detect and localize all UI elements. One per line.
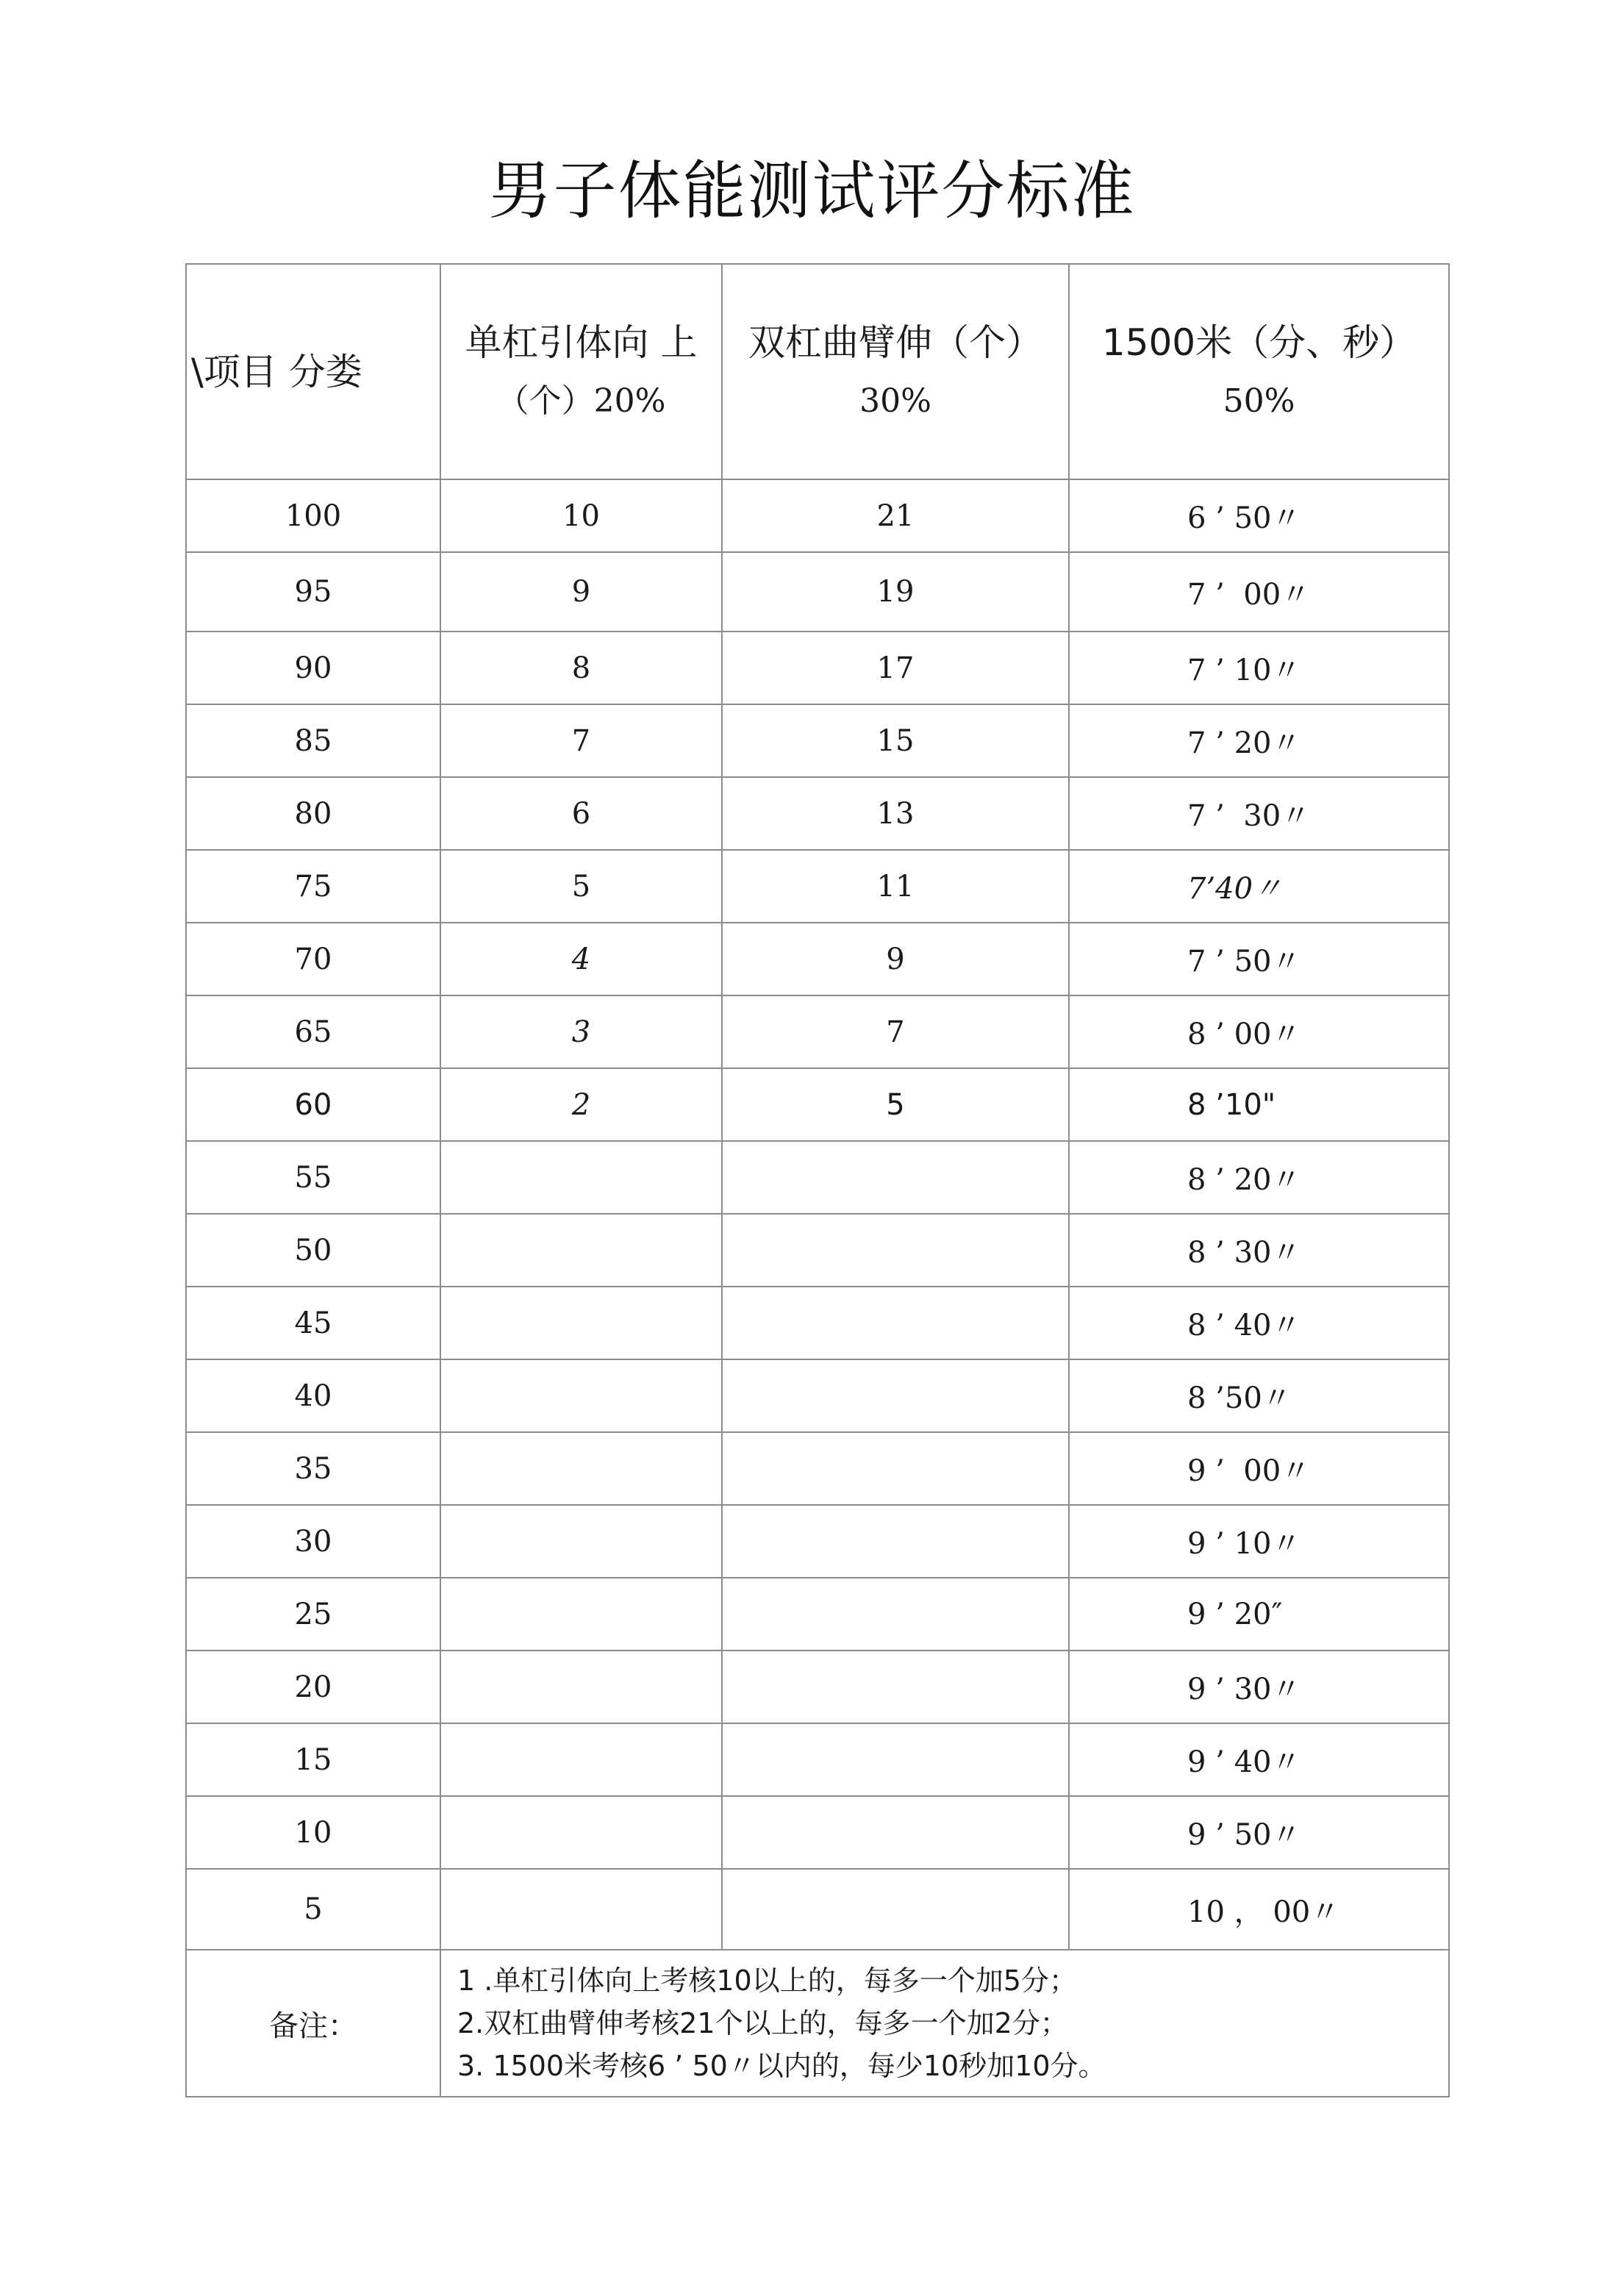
- pullups-cell: 3: [440, 995, 722, 1068]
- table-row: [186, 995, 1449, 1068]
- table-row: [186, 1287, 1449, 1359]
- score-cell: 25: [186, 1578, 440, 1651]
- run-time-cell: 7 ’ 20〃: [1069, 704, 1449, 777]
- run-time-cell: 7 ’ 10〃: [1069, 632, 1449, 704]
- note-line-3: 3. 1500米考核6 ’ 50〃以内的，每少10秒加10分。: [457, 2050, 1106, 2082]
- pullups-cell: [440, 1287, 722, 1359]
- dips-cell: 15: [722, 704, 1069, 777]
- dips-cell: 13: [722, 777, 1069, 850]
- note-line-2: 2.双杠曲臂伸考核21个以上的，每多一个加2分；: [457, 2007, 1068, 2039]
- score-cell: 55: [186, 1141, 440, 1214]
- score-cell: 85: [186, 704, 440, 777]
- header-1500m-line1: 1500米（分、秒）: [1101, 321, 1417, 364]
- run-time-cell: 9 ’ 00〃: [1069, 1432, 1449, 1505]
- table-row: [186, 1214, 1449, 1287]
- notes-body: [440, 1950, 1449, 2097]
- notes-label: 备注：: [186, 1950, 440, 2097]
- score-cell: 15: [186, 1723, 440, 1796]
- dips-cell: [722, 1287, 1069, 1359]
- table-row: [186, 479, 1449, 552]
- table-row: [186, 777, 1449, 850]
- dips-cell: 21: [722, 479, 1069, 552]
- dips-cell: [722, 1869, 1069, 1950]
- page-title: 男子体能测试评分标准: [488, 154, 1136, 228]
- dips-cell: [722, 1723, 1069, 1796]
- pullups-cell: 4: [440, 923, 722, 995]
- header-pullups-line2: （个）20%: [496, 382, 666, 420]
- pullups-cell: 7: [440, 704, 722, 777]
- dips-cell: 19: [722, 552, 1069, 632]
- note-line-1: 1 .单杠引体向上考核10以上的，每多一个加5分；: [457, 1964, 1077, 1997]
- score-cell: 75: [186, 850, 440, 923]
- dips-cell: [722, 1578, 1069, 1651]
- scoring-table: [185, 263, 1450, 2097]
- score-cell: 60: [186, 1068, 440, 1141]
- run-time-cell: 9 ’ 30〃: [1069, 1651, 1449, 1723]
- run-time-cell: 7 ’ 50〃: [1069, 923, 1449, 995]
- table-row: [186, 1796, 1449, 1869]
- header-row: [186, 264, 1449, 479]
- run-time-cell: 10 ， 00〃: [1069, 1869, 1449, 1950]
- header-pullups: [440, 264, 722, 479]
- pullups-cell: [440, 1651, 722, 1723]
- score-cell: 95: [186, 552, 440, 632]
- dips-cell: [722, 1141, 1069, 1214]
- score-cell: 90: [186, 632, 440, 704]
- score-cell: 65: [186, 995, 440, 1068]
- score-cell: 10: [186, 1796, 440, 1869]
- pullups-cell: 10: [440, 479, 722, 552]
- header-dips: [722, 264, 1069, 479]
- header-score-item: [186, 264, 440, 479]
- pullups-cell: [440, 1432, 722, 1505]
- header-dips-line2: 30%: [859, 382, 931, 420]
- table-row: [186, 1432, 1449, 1505]
- dips-cell: 5: [722, 1068, 1069, 1141]
- table-row: [186, 1651, 1449, 1723]
- run-time-cell: 6 ’ 50〃: [1069, 479, 1449, 552]
- table-row: [186, 1068, 1449, 1141]
- notes-row: [186, 1950, 1449, 2097]
- table-row: [186, 1723, 1449, 1796]
- header-1500m: [1069, 264, 1449, 479]
- score-cell: 45: [186, 1287, 440, 1359]
- score-cell: 40: [186, 1359, 440, 1432]
- pullups-cell: [440, 1505, 722, 1578]
- dips-cell: [722, 1505, 1069, 1578]
- table-row: [186, 1359, 1449, 1432]
- header-1500m-line2: 50%: [1223, 382, 1295, 420]
- run-time-cell: 7’40〃: [1069, 850, 1449, 923]
- run-time-cell: 8 ’ 20〃: [1069, 1141, 1449, 1214]
- pullups-cell: [440, 1796, 722, 1869]
- score-cell: 5: [186, 1869, 440, 1950]
- pullups-cell: 6: [440, 777, 722, 850]
- run-time-cell: 8 ’10": [1069, 1068, 1449, 1141]
- run-time-cell: 8 ’ 30〃: [1069, 1214, 1449, 1287]
- pullups-cell: [440, 1214, 722, 1287]
- table-row: [186, 704, 1449, 777]
- score-cell: 35: [186, 1432, 440, 1505]
- table-row: [186, 1141, 1449, 1214]
- run-time-cell: 7 ’ 30〃: [1069, 777, 1449, 850]
- run-time-cell: 8 ’ 40〃: [1069, 1287, 1449, 1359]
- pullups-cell: [440, 1723, 722, 1796]
- run-time-cell: 9 ’ 20″: [1069, 1578, 1449, 1651]
- dips-cell: [722, 1359, 1069, 1432]
- pullups-cell: 5: [440, 850, 722, 923]
- table-row: [186, 552, 1449, 632]
- pullups-cell: 9: [440, 552, 722, 632]
- pullups-cell: [440, 1578, 722, 1651]
- score-cell: 70: [186, 923, 440, 995]
- score-cell: 30: [186, 1505, 440, 1578]
- score-cell: 80: [186, 777, 440, 850]
- pullups-cell: [440, 1141, 722, 1214]
- score-cell: 50: [186, 1214, 440, 1287]
- dips-cell: [722, 1214, 1069, 1287]
- dips-cell: [722, 1651, 1069, 1723]
- run-time-cell: 8 ’ 00〃: [1069, 995, 1449, 1068]
- table-row: [186, 1578, 1449, 1651]
- dips-cell: [722, 1796, 1069, 1869]
- pullups-cell: [440, 1869, 722, 1950]
- run-time-cell: 7 ’ 00〃: [1069, 552, 1449, 632]
- dips-cell: 9: [722, 923, 1069, 995]
- score-cell: 20: [186, 1651, 440, 1723]
- pullups-cell: 8: [440, 632, 722, 704]
- run-time-cell: 9 ’ 40〃: [1069, 1723, 1449, 1796]
- run-time-cell: 9 ’ 10〃: [1069, 1505, 1449, 1578]
- header-pullups-line1: 单杠引体向 上: [465, 321, 698, 364]
- run-time-cell: 9 ’ 50〃: [1069, 1796, 1449, 1869]
- table-row: [186, 923, 1449, 995]
- header-dips-line1: 双杠曲臂伸（个）: [748, 321, 1042, 364]
- table-row: [186, 1869, 1449, 1950]
- dips-cell: [722, 1432, 1069, 1505]
- score-cell: 100: [186, 479, 440, 552]
- dips-cell: 11: [722, 850, 1069, 923]
- dips-cell: 7: [722, 995, 1069, 1068]
- pullups-cell: 2: [440, 1068, 722, 1141]
- table-row: [186, 850, 1449, 923]
- table-row: [186, 1505, 1449, 1578]
- header-score-item-label: \项目 分娄: [191, 350, 362, 393]
- pullups-cell: [440, 1359, 722, 1432]
- dips-cell: 17: [722, 632, 1069, 704]
- run-time-cell: 8 ’50〃: [1069, 1359, 1449, 1432]
- table-row: [186, 632, 1449, 704]
